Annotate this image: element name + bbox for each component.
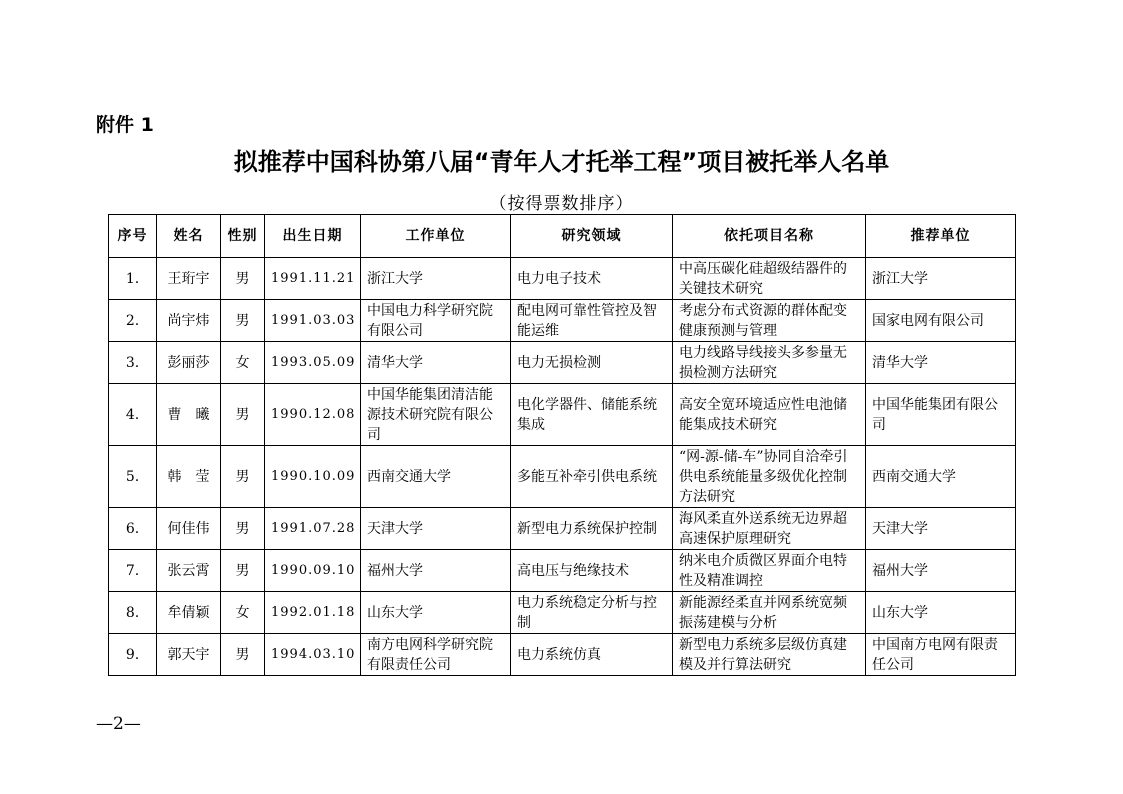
cell-project: 考虑分布式资源的群体配变健康预测与管理 [673,300,866,342]
table-row [109,634,1016,676]
cell-gender: 男 [221,550,265,592]
cell-project: 纳米电介质微区界面介电特性及精准调控 [673,550,866,592]
cell-field: 电力电子技术 [511,258,673,300]
cell-no: 8. [109,592,157,634]
cell-name: 尚宇炜 [157,300,221,342]
cell-gender: 女 [221,342,265,384]
cell-name: 张云霄 [157,550,221,592]
cell-birth: 1993.05.09 [265,342,361,384]
table-row [109,508,1016,550]
cell-no: 6. [109,508,157,550]
cell-no: 5. [109,446,157,508]
cell-name: 郭天宇 [157,634,221,676]
cell-field: 配电网可靠性管控及智能运维 [511,300,673,342]
document-title: 拟推荐中国科协第八届“青年人才托举工程”项目被托举人名单 [233,148,890,176]
cell-gender: 男 [221,300,265,342]
cell-project: 高安全宽环境适应性电池储能集成技术研究 [673,384,866,446]
document-subtitle: （按得票数排序） [489,194,634,214]
cell-name: 王珩宇 [157,258,221,300]
cell-project: 海风柔直外送系统无边界超高速保护原理研究 [673,508,866,550]
cell-employer: 中国华能集团清洁能源技术研究院有限公司 [361,384,511,446]
cell-gender: 男 [221,508,265,550]
cell-employer: 清华大学 [361,342,511,384]
cell-birth: 1990.09.10 [265,550,361,592]
cell-gender: 男 [221,258,265,300]
cell-gender: 男 [221,384,265,446]
cell-name: 韩 莹 [157,446,221,508]
cell-project: 中高压碳化硅超级结器件的关键技术研究 [673,258,866,300]
cell-employer: 中国电力科学研究院有限公司 [361,300,511,342]
cell-gender: 男 [221,634,265,676]
cell-no: 9. [109,634,157,676]
cell-recommender: 天津大学 [866,508,1016,550]
cell-employer: 西南交通大学 [361,446,511,508]
cell-birth: 1990.12.08 [265,384,361,446]
table-row [109,446,1016,508]
table-row [109,592,1016,634]
cell-field: 电力系统仿真 [511,634,673,676]
attachment-label: 附件 1 [96,114,154,136]
cell-no: 2. [109,300,157,342]
cell-recommender: 山东大学 [866,592,1016,634]
cell-employer: 南方电网科学研究院有限责任公司 [361,634,511,676]
cell-name: 曹 曦 [157,384,221,446]
cell-field: 高电压与绝缘技术 [511,550,673,592]
cell-project: 电力线路导线接头多参量无损检测方法研究 [673,342,866,384]
col-header-birth: 出生日期 [265,215,361,258]
cell-project: “网-源-储-车”协同自洽牵引供电系统能量多级优化控制方法研究 [673,446,866,508]
col-header-gender: 性别 [221,215,265,258]
col-header-field: 研究领域 [511,215,673,258]
cell-recommender: 福州大学 [866,550,1016,592]
cell-employer: 天津大学 [361,508,511,550]
cell-field: 电力无损检测 [511,342,673,384]
cell-field: 新型电力系统保护控制 [511,508,673,550]
table-row [109,300,1016,342]
cell-birth: 1990.10.09 [265,446,361,508]
cell-no: 1. [109,258,157,300]
cell-recommender: 中国华能集团有限公司 [866,384,1016,446]
col-header-project: 依托项目名称 [673,215,866,258]
cell-project: 新型电力系统多层级仿真建模及并行算法研究 [673,634,866,676]
cell-project: 新能源经柔直并网系统宽频振荡建模与分析 [673,592,866,634]
cell-recommender: 西南交通大学 [866,446,1016,508]
table-header-row [109,215,1016,258]
cell-recommender: 国家电网有限公司 [866,300,1016,342]
cell-birth: 1991.11.21 [265,258,361,300]
table-row [109,258,1016,300]
nominee-table [108,214,1016,676]
cell-recommender: 浙江大学 [866,258,1016,300]
cell-no: 4. [109,384,157,446]
cell-birth: 1991.07.28 [265,508,361,550]
cell-birth: 1991.03.03 [265,300,361,342]
cell-gender: 女 [221,592,265,634]
cell-name: 何佳伟 [157,508,221,550]
cell-no: 7. [109,550,157,592]
col-header-no: 序号 [109,215,157,258]
cell-field: 电力系统稳定分析与控制 [511,592,673,634]
cell-birth: 1992.01.18 [265,592,361,634]
table-row [109,342,1016,384]
cell-employer: 浙江大学 [361,258,511,300]
cell-recommender: 清华大学 [866,342,1016,384]
table-row [109,550,1016,592]
cell-employer: 山东大学 [361,592,511,634]
page-number: —2— [96,714,141,734]
col-header-recommender: 推荐单位 [866,215,1016,258]
cell-gender: 男 [221,446,265,508]
table-row [109,384,1016,446]
cell-name: 牟倩颖 [157,592,221,634]
cell-field: 多能互补牵引供电系统 [511,446,673,508]
col-header-name: 姓名 [157,215,221,258]
cell-recommender: 中国南方电网有限责任公司 [866,634,1016,676]
cell-birth: 1994.03.10 [265,634,361,676]
cell-name: 彭丽莎 [157,342,221,384]
cell-employer: 福州大学 [361,550,511,592]
col-header-employer: 工作单位 [361,215,511,258]
cell-no: 3. [109,342,157,384]
cell-field: 电化学器件、储能系统集成 [511,384,673,446]
